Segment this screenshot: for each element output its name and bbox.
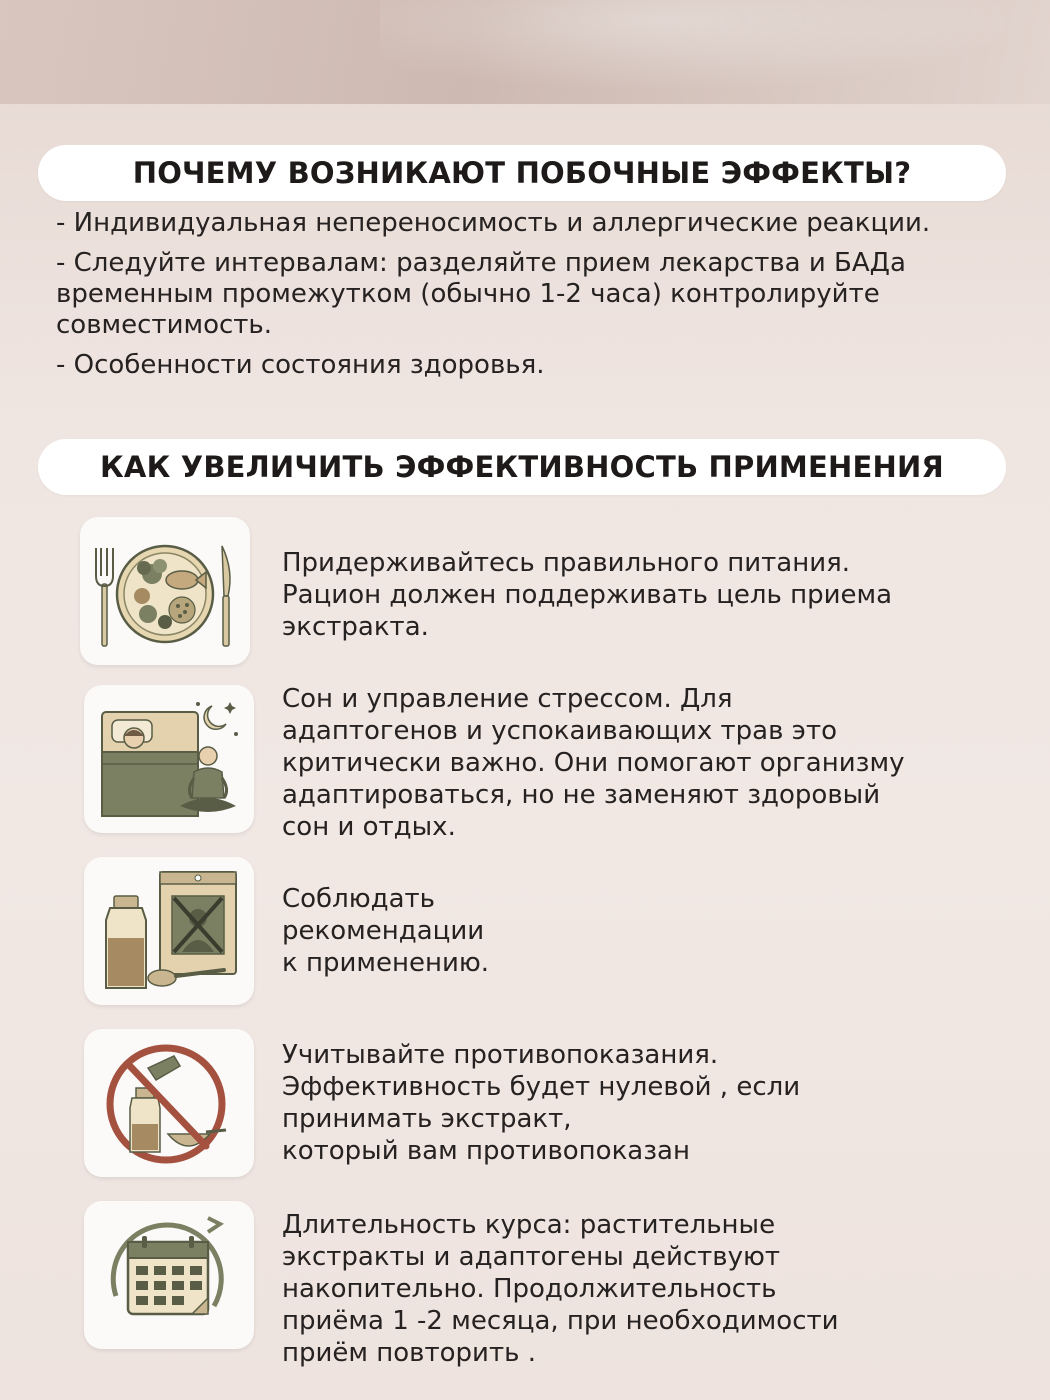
causes-title-banner (38, 145, 1006, 201)
calendar-course-icon (84, 1201, 254, 1349)
cause-item: - Индивидуальная непереносимость и аллергические реакции. (56, 208, 931, 238)
sleep-meditation-icon (84, 685, 254, 833)
causes-list (56, 208, 1026, 390)
tip-text: Учитывайте противопоказания. Эффективность будет нулевой , если принимать экстракт, который вам противопоказан (282, 1040, 801, 1166)
causes-title: ПОЧЕМУ ВОЗНИКАЮТ ПОБОЧНЫЕ ЭФФЕКТЫ? (132, 156, 912, 190)
dosage-instructions-icon (84, 857, 254, 1005)
healthy-plate-icon (80, 517, 250, 665)
tips-title: КАК УВЕЛИЧИТЬ ЭФФЕКТИВНОСТЬ ПРИМЕНЕНИЯ (100, 450, 944, 484)
tip-text: Придерживайтесь правильного питания. Рацион должен поддерживать цель приема экстракта. (282, 548, 893, 642)
tip-text: Длительность курса: растительные экстракты и адаптогены действуют накопительно. Продолжительность приёма 1 -2 месяца, при необходимости приём повторить . (282, 1210, 839, 1368)
cause-item: - Следуйте интервалам: разделяйте прием лекарства и БАДа временным промежутком (обычно 1-2 часа) контролируйте совместимость. (56, 248, 906, 340)
tip-text: Сон и управление стрессом. Для адаптогенов и успокаивающих трав это критически важно. Они помогают организму адаптироваться, но не заменяют здоровый сон и отдых. (282, 684, 905, 842)
cause-item: - Особенности состояния здоровья. (56, 350, 545, 380)
top-decorative-band (0, 0, 1050, 104)
tip-text: Соблюдать рекомендации к применению. (282, 884, 490, 978)
contraindication-prohibited-icon (84, 1029, 254, 1177)
tips-title-banner (38, 439, 1006, 495)
